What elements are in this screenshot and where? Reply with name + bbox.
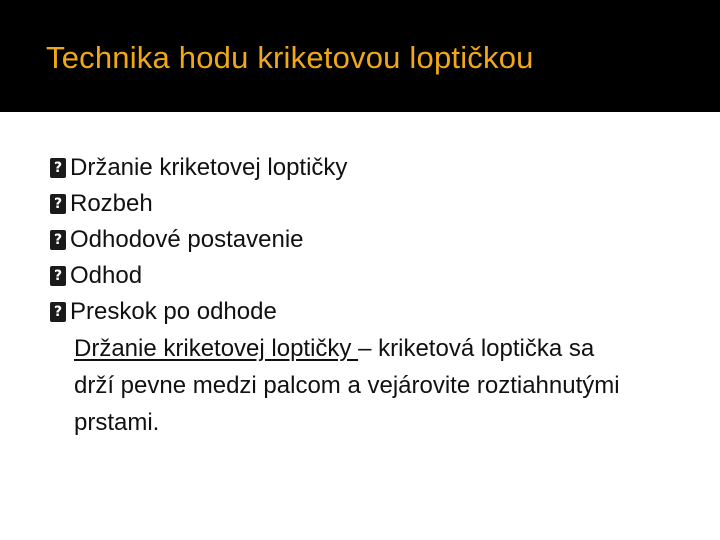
title-bar [0,0,720,112]
description-paragraph [50,330,634,441]
missing-glyph-icon [50,302,66,322]
bullet-item-drzanie [50,150,690,186]
bullet-list [50,150,690,330]
slide-title: Technika hodu kriketovou loptičkou [46,40,534,75]
missing-glyph-icon [50,158,66,178]
missing-glyph-icon [50,230,66,250]
bullet-label: Držanie kriketovej loptičky [70,154,348,181]
bullet-label: Odhod [70,262,143,289]
missing-glyph-icon [50,266,66,286]
paragraph-text: – kriketová loptička sa drží pevne medzi palcom a vejárovite roztiahnutými prstami. [74,335,620,436]
bullet-label: Rozbeh [70,190,153,217]
bullet-label: Preskok po odhode [70,298,277,325]
bullet-item-rozbeh [50,186,690,222]
slide-content [50,150,690,441]
bullet-item-preskok [50,294,690,330]
missing-glyph-icon [50,194,66,214]
bullet-label: Odhodové postavenie [70,226,304,253]
bullet-item-odhod [50,258,690,294]
bullet-item-odhodove-postavenie [50,222,690,258]
paragraph-lead: Držanie kriketovej loptičky [74,335,359,362]
